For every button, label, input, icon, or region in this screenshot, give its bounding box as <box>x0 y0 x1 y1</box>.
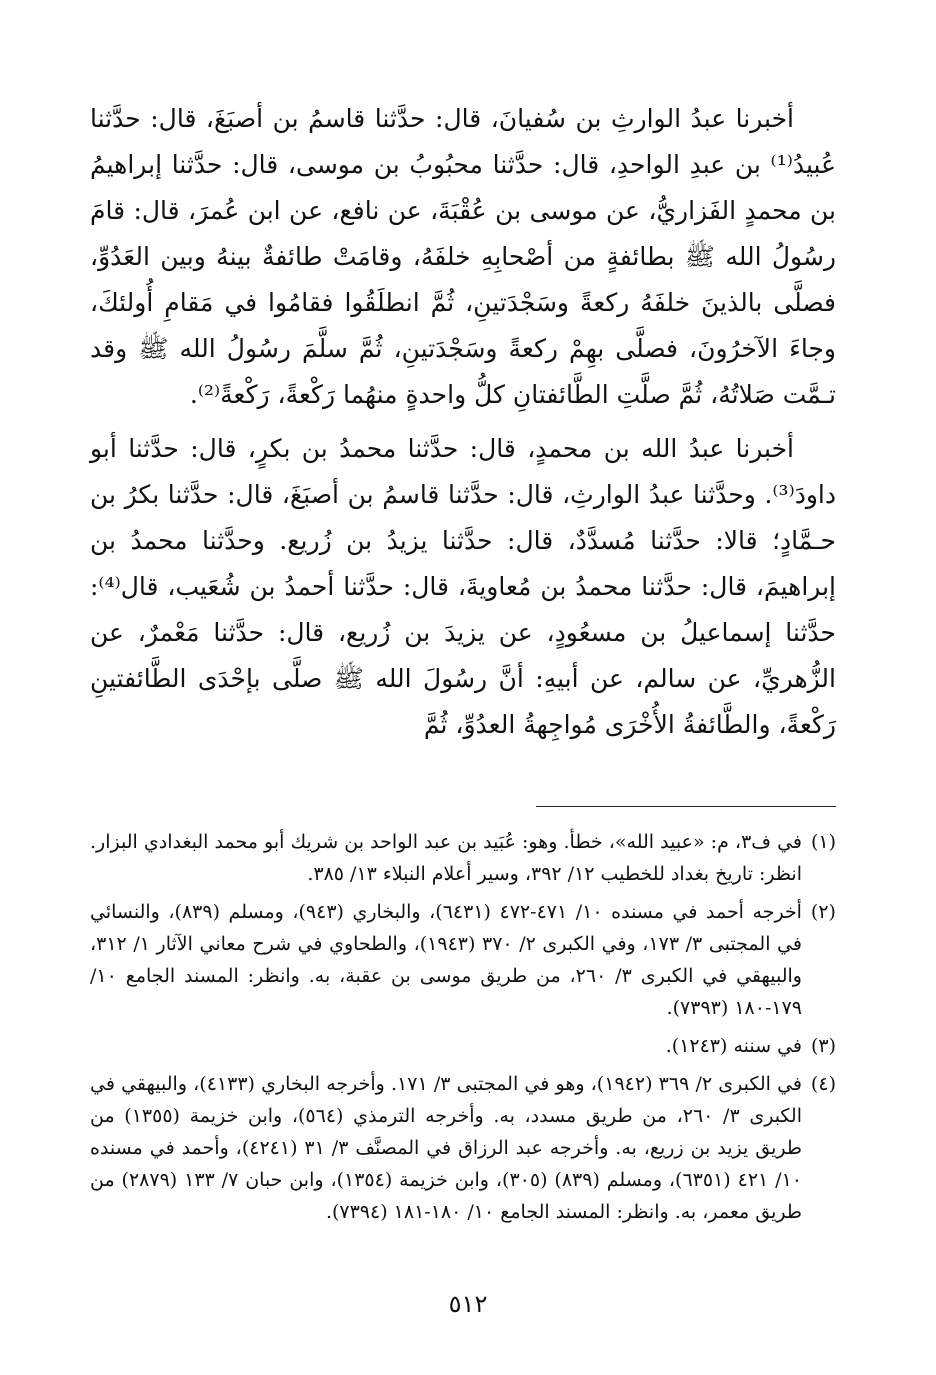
footnote-3 <box>90 1030 836 1062</box>
footnotes <box>90 826 836 1234</box>
footnote-4 <box>90 1068 836 1228</box>
page-number: ٥١٢ <box>448 1290 488 1318</box>
main-text <box>90 96 836 748</box>
footnote-2 <box>90 896 836 1024</box>
footnote-text: في سننه (١٢٤٣). <box>665 1035 802 1057</box>
footnote-number: (٢) <box>810 901 836 923</box>
footnote-number: (١) <box>810 831 837 853</box>
footnote-number: (٤) <box>810 1073 836 1095</box>
hadith-paragraph-1: أخبرنا عبدُ الوارثِ بن سُفيانَ، قال: حدَّثنا قاسمُ بن أصبَغَ، قال: حدَّثنا عُبيدُ⁽¹⁾ بن عبدِ الواحدِ، قال: حدَّثنا محبُوبُ بن موسى، قال: حدَّثنا إبراهيمُ بن محمدٍ الفَزاريُّ، عن موسى بن عُقْبَةَ، عن نافع، عن ابن عُمرَ، قال: قامَ رسُولُ الله ﷺ بطائفةٍ من أصْحابِهِ خلفَهُ، وقامَتْ طائفةٌ بينهُ وبين العَدُوِّ، فصلَّى بالذينَ خلفَهُ ركعةً وسَجْدَتينِ، ثُمَّ انطلَقُوا فقامُوا في مَقامِ أُولئكَ، وجاءَ الآخرُونَ، فصلَّى بهِمْ ركعةً وسَجْدَتينِ، ثُمَّ سلَّمَ رسُولُ الله ﷺ وقد تـمَّت صَلاتُهُ، ثُمَّ صلَّتِ الطَّائفتانِ كلُّ واحدةٍ منهُما رَكْعةً، رَكْعةً⁽²⁾. <box>90 104 836 409</box>
hadith-paragraph-2: أخبرنا عبدُ الله بن محمدٍ، قال: حدَّثنا محمدُ بن بكرٍ، قال: حدَّثنا أبو داودَ⁽³⁾. وحدَّثنا عبدُ الوارثِ، قال: حدَّثنا قاسمُ بن أصبَغَ، قال: حدَّثنا بكرُ بن حـمَّادٍ؛ قالا: حدَّثنا مُسدَّدٌ، قال: حدَّثنا يزيدُ بن زُريع. وحدَّثنا محمدُ بن إبراهيمَ، قال: حدَّثنا محمدُ بن مُعاويةَ، قال: حدَّثنا أحمدُ بن شُعَيب، قال⁽⁴⁾: حدَّثنا إسماعيلُ بن مسعُودٍ، عن يزيدَ بن زُريع، قال: حدَّثنا مَعْمرٌ، عن الزُّهريِّ، عن سالم، عن أبيهِ: أنَّ رسُولَ الله ﷺ صلَّى بإحْدَى الطَّائفتينِ رَكْعةً، والطَّائفةُ الأُخْرَى مُواجِهةُ العدُوِّ، ثُمَّ <box>90 434 836 739</box>
footnote-separator <box>536 806 836 807</box>
footnote-text: في ف٣، م: «عبيد الله»، خطأ. وهو: عُبَيد بن عبد الواحد بن شريك أبو محمد البغدادي البزار. انظر: تاريخ بغداد للخطيب ١٢/ ٣٩٢، وسير أعلام النبلاء ١٣/ ٣٨٥. <box>90 831 803 885</box>
footnote-text: أخرجه أحمد في مسنده ١٠/ ٤٧١-٤٧٢ (٦٤٣١)، والبخاري (٩٤٣)، ومسلم (٨٣٩)، والنسائي في المجتبى ٣/ ١٧٣، وفي الكبرى ٢/ ٣٧٠ (١٩٤٣)، والطحاوي في شرح معاني الآثار ١/ ٣١٢، والبيهقي في الكبرى ٣/ ٢٦٠، من طريق موسى بن عقبة، به. وانظر: المسند الجامع ١٠/ ١٧٩-١٨٠ (٧٣٩٣). <box>90 901 802 1019</box>
footnote-text: في الكبرى ٢/ ٣٦٩ (١٩٤٢)، وهو في المجتبى ٣/ ١٧١. وأخرجه البخاري (٤١٣٣)، والبيهقي في الكبرى ٣/ ٢٦٠، من طريق مسدد، به. وأخرجه الترمذي (٥٦٤)، وابن خزيمة (١٣٥٥) من طريق يزيد بن زريع، به. وأخرجه عبد الرزاق في المصنَّف ٣/ ٣١ (٤٢٤١)، وأحمد في مسنده ١٠/ ٤٢١ (٦٣٥١)، ومسلم (٨٣٩) (٣٠٥)، وابن خزيمة (١٣٥٤)، وابن حبان ٧/ ١٣٣ (٢٨٧٩) من طريق معمر، به. وانظر: المسند الجامع ١٠/ ١٨٠-١٨١ (٧٣٩٤). <box>90 1073 802 1223</box>
footnote-number: (٣) <box>810 1035 836 1057</box>
footnote-1 <box>90 826 836 890</box>
